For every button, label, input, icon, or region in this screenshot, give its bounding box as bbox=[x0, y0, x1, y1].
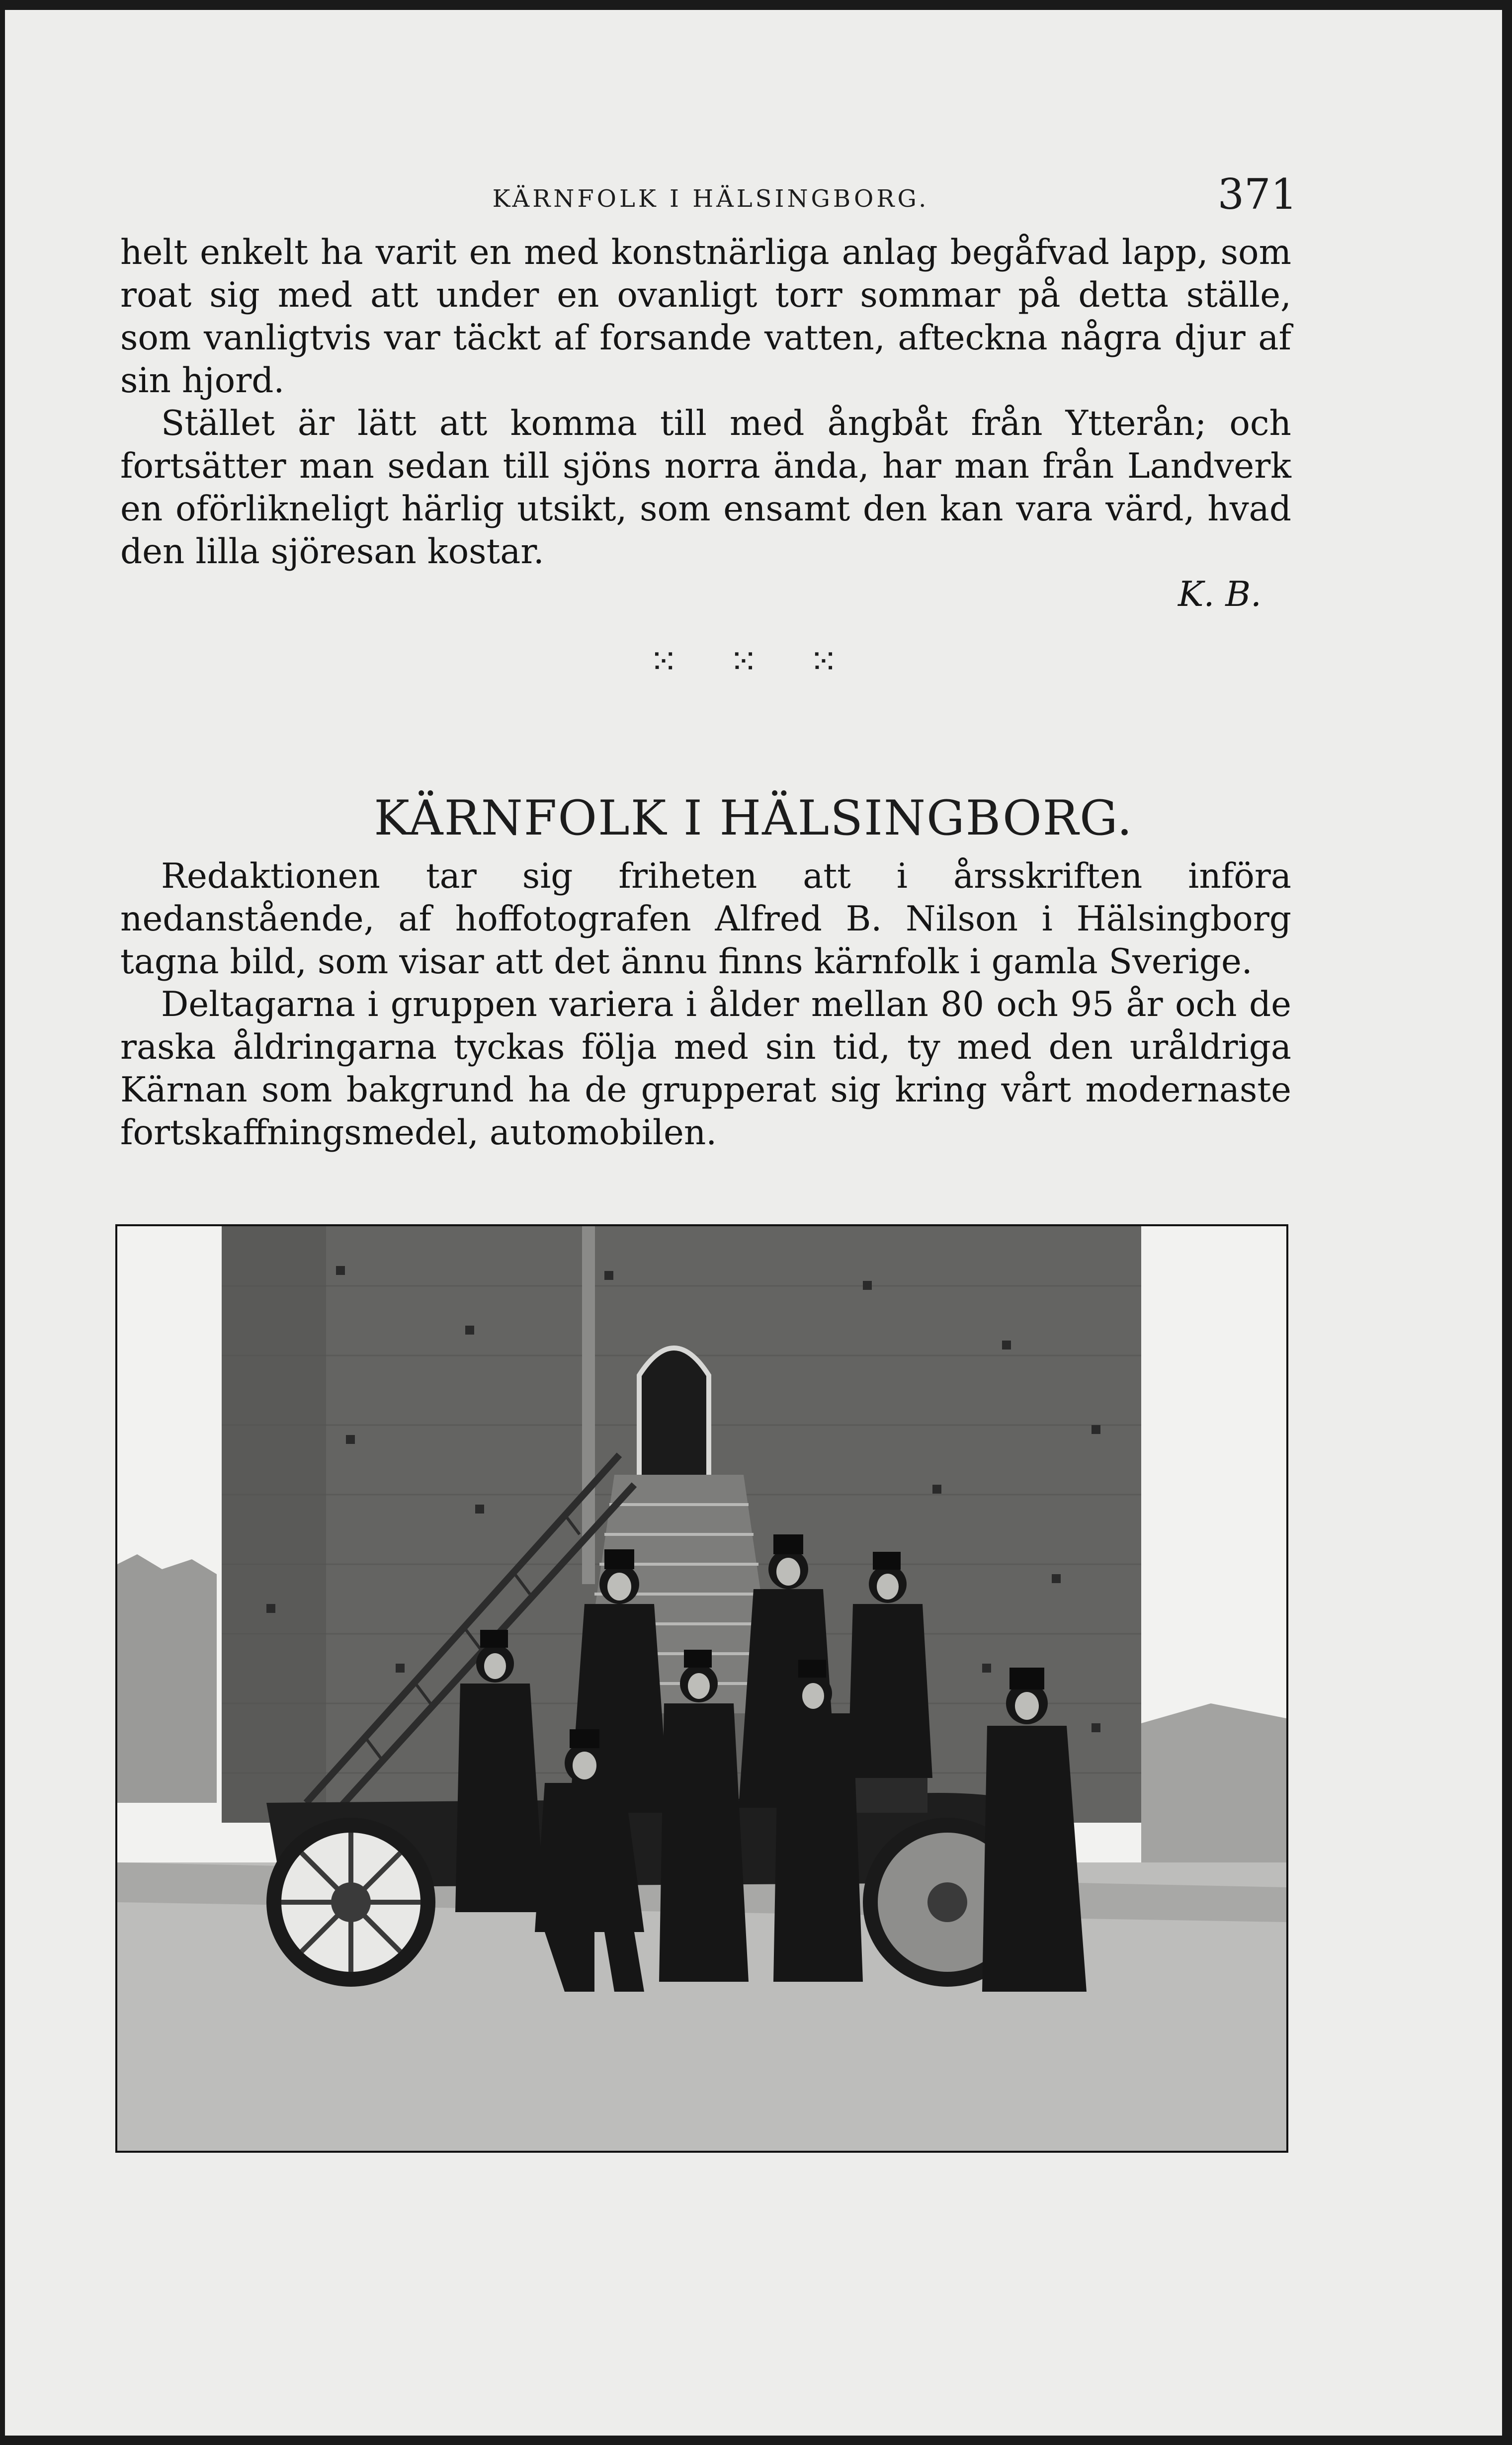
article-paragraph-2: Deltagarna i gruppen variera i ålder mellan 80 och 95 år och de raska åldringarna tyckas följa med sin tid, ty med den uråldriga Kärnan som bakgrund ha de grupperat sig kring vårt modernaste fortskaffningsmedel, automobilen. bbox=[120, 985, 1291, 1153]
page-number: 371 bbox=[1217, 170, 1297, 219]
signature: K. B. bbox=[1177, 575, 1261, 614]
section-ornament: ⁙ ⁙ ⁙ bbox=[649, 641, 858, 682]
photo-illustration bbox=[117, 1226, 1286, 2151]
article-paragraph-1: Redaktionen tar sig friheten att i årsskriften införa nedanstående, af hoffotografen Alfred B. Nilson i Hälsingborg tagna bild, som visar att det ännu finns kärnfolk i gamla Sverige. bbox=[120, 856, 1291, 982]
running-head bbox=[124, 170, 1297, 225]
article-title: KÄRNFOLK I HÄLSINGBORG. bbox=[374, 790, 1133, 846]
running-title: KÄRNFOLK I HÄLSINGBORG. bbox=[492, 185, 929, 213]
book-page bbox=[5, 10, 1502, 2436]
previous-paragraph-1: helt enkelt ha varit en med konstnärliga anlag begåfvad lapp, som roat sig med att under en ovanligt torr sommar på detta ställe, som vanligtvis var täckt af forsande vatten, afteckna några djur af sin hjord. bbox=[120, 233, 1291, 401]
article-text bbox=[120, 855, 1291, 1154]
previous-article-text bbox=[120, 231, 1291, 616]
group-photograph bbox=[115, 1224, 1288, 2153]
previous-paragraph-2: Stället är lätt att komma till med ångbåt från Ytterån; och fortsätter man sedan till sjöns norra ända, har man från Landverk en oförlikneligt härlig utsikt, som ensamt den kan vara värd, hvad den lilla sjöresan kostar. bbox=[120, 404, 1291, 572]
